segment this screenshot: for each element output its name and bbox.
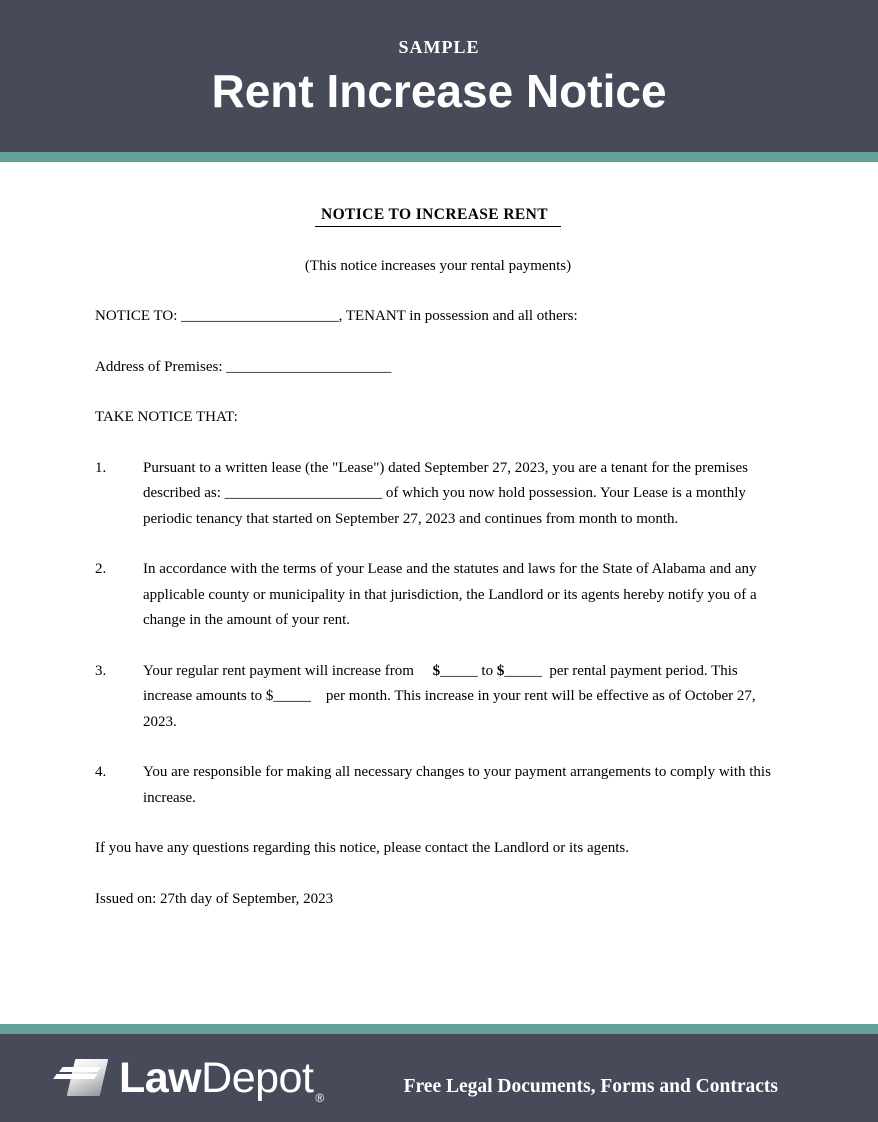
header-accent-stripe bbox=[0, 152, 878, 162]
address-of-premises-line: Address of Premises: ______________________ bbox=[95, 358, 392, 375]
document-header-banner bbox=[0, 0, 878, 152]
take-notice-line: TAKE NOTICE THAT: bbox=[95, 409, 238, 425]
footer-banner bbox=[0, 1034, 878, 1122]
wordmark-law: Law bbox=[119, 1053, 202, 1102]
notice-to-line: NOTICE TO: _____________________, TENANT in possession and all others: bbox=[95, 308, 578, 324]
lawdepot-paper-plane-icon bbox=[55, 1056, 111, 1100]
questions-line: If you have any questions regarding this notice, please contact the Landlord or its agents. bbox=[95, 840, 630, 856]
speed-line-bottom bbox=[53, 1074, 97, 1079]
list-item-1 bbox=[95, 456, 781, 533]
list-item-1-number: 1. bbox=[95, 459, 107, 476]
document-subheading: (This notice increases your rental payments) bbox=[304, 257, 572, 274]
lawdepot-logo bbox=[55, 1053, 325, 1105]
page-title: Rent Increase Notice bbox=[211, 65, 667, 117]
document-heading-row bbox=[95, 202, 781, 229]
list-item-4 bbox=[95, 760, 781, 811]
document-body bbox=[0, 162, 878, 1024]
list-item-3-text: Your regular rent payment will increase from $_____ to $_____ per rental payment period. This increase amounts to $_____ per month. This increase in your rent will be effective as of October 27, 2023. bbox=[143, 662, 756, 730]
footer-tagline: Free Legal Documents, Forms and Contracts bbox=[403, 1076, 778, 1097]
list-item-2 bbox=[95, 557, 781, 634]
list-item-3 bbox=[95, 659, 781, 736]
registered-trademark-symbol: ® bbox=[315, 1090, 325, 1105]
list-item-2-number: 2. bbox=[95, 561, 107, 577]
sample-watermark-label: SAMPLE bbox=[398, 37, 480, 57]
list-item-3-number: 3. bbox=[95, 662, 107, 679]
issued-on-line: Issued on: 27th day of September, 2023 bbox=[95, 890, 334, 907]
footer-accent-stripe bbox=[0, 1024, 878, 1034]
lawdepot-wordmark bbox=[119, 1053, 325, 1105]
document-heading: NOTICE TO INCREASE RENT bbox=[315, 206, 561, 227]
list-item-2-text: In accordance with the terms of your Lease and the statutes and laws for the State of Alabama and any applicable county or municipality in that jurisdiction, the Landlord or its agents hereby notify you of a change in the amount of your rent. bbox=[143, 561, 757, 628]
list-item-1-text: Pursuant to a written lease (the "Lease") dated September 27, 2023, you are a tenant for the premises described as: _____________________ of which you now hold possession. Your Lease is a monthly periodic tenancy that started on September 27, 2023 and continues from month to month. bbox=[143, 459, 748, 527]
speed-line-top bbox=[59, 1067, 100, 1072]
list-item-4-text: You are responsible for making all necessary changes to your payment arrangements to comply with this increase. bbox=[143, 764, 771, 806]
wordmark-depot: Depot bbox=[201, 1053, 314, 1102]
list-item-4-number: 4. bbox=[95, 764, 107, 780]
